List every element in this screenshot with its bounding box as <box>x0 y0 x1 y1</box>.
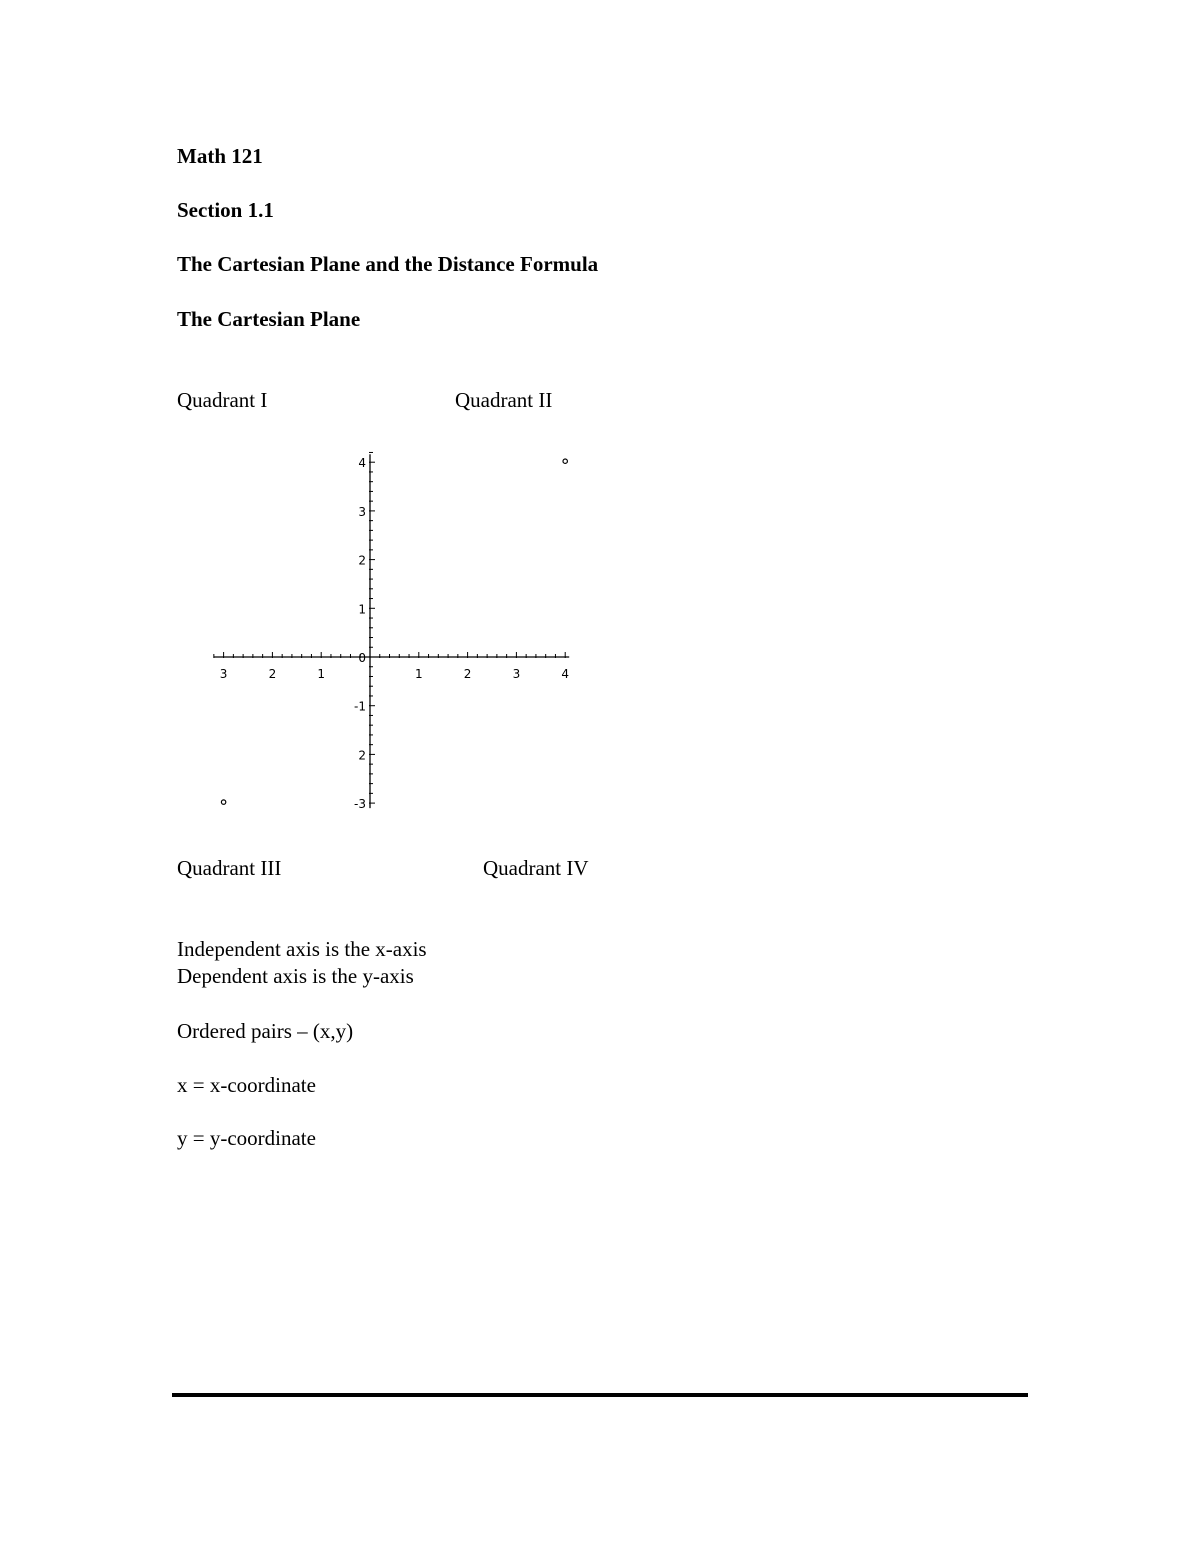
y-tick-label: -3 <box>354 797 366 812</box>
dependent-axis-note: Dependent axis is the y-axis <box>177 964 414 988</box>
x-tick-label: 3 <box>512 667 521 681</box>
y-tick-label: 0 <box>358 651 366 665</box>
x-coordinate-note: x = x-coordinate <box>177 1073 316 1097</box>
chapter-title: The Cartesian Plane and the Distance Formula <box>177 252 599 276</box>
quadrant-label-3: Quadrant III <box>177 856 282 880</box>
y-coordinate-note: y = y-coordinate <box>177 1126 316 1150</box>
y-tick-label: -1 <box>354 699 366 714</box>
data-point <box>563 459 567 463</box>
x-tick-label: 1 <box>414 667 423 681</box>
y-tick-label: 2 <box>358 748 366 763</box>
y-tick-label: 4 <box>358 456 366 471</box>
quadrant-label-4: Quadrant IV <box>483 856 589 880</box>
footer-rule <box>172 1393 1028 1397</box>
x-tick-label: 2 <box>463 667 472 681</box>
x-tick-label: 2 <box>268 667 277 681</box>
y-tick-label: 1 <box>358 602 366 617</box>
y-tick-label: 3 <box>358 504 366 519</box>
topic-heading: The Cartesian Plane <box>177 307 361 331</box>
independent-axis-note: Independent axis is the x-axis <box>177 937 427 961</box>
section-title: Section 1.1 <box>177 198 274 222</box>
course-title: Math 121 <box>177 144 263 168</box>
x-tick-label: 4 <box>561 667 570 681</box>
y-tick-label: 2 <box>358 553 366 568</box>
data-point <box>221 800 225 804</box>
quadrant-label-2: Quadrant II <box>455 388 553 412</box>
quadrant-label-1: Quadrant I <box>177 388 268 412</box>
x-tick-label: 3 <box>219 667 228 681</box>
ordered-pairs-note: Ordered pairs – (x,y) <box>177 1019 354 1043</box>
x-tick-label: 1 <box>317 667 326 681</box>
